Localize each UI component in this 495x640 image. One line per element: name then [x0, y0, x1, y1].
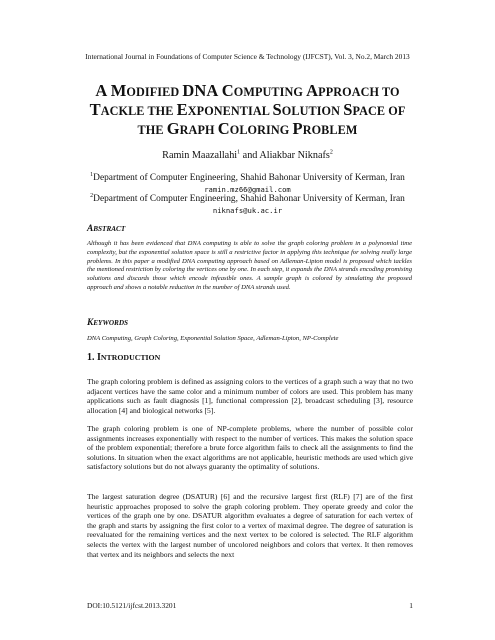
abstract-heading: ABSTRACT [87, 224, 126, 234]
affiliation-2: $^2$Department of Computer Engineering, Shahid Bahonar University of Kerman, Iran [90, 192, 405, 204]
paper-title [30, 82, 465, 139]
journal-header: International Journal in Foundations of Computer Science & Technology (IJFCST), Vol. 3, No.2, March 2013 [85, 52, 410, 61]
keywords-text: DNA Computing, Graph Coloring, Exponential Solution Space, Adleman-Lipton, NP-Complete [87, 335, 339, 342]
keywords-heading: KEYWORDS [87, 318, 129, 328]
footer-doi: DOI:10.5121/ijfcst.2013.3201 [87, 601, 177, 610]
intro-paragraph-2: The graph coloring problem is one of NP-complete problems, where the number of possible color assignments increases exponentially with respect to the number of vertices. This makes the solution space of the problem exponential; therefore a brute force algorithm fails to check all the assignments to find the solutions. In situation when the exact algorithms are not applicable, heuristic methods are used which give satisfactory solutions but do not always guaranty the optimality of solutions. [87, 424, 413, 472]
affiliation-1: $^1$Department of Computer Engineering, Shahid Bahonar University of Kerman, Iran [90, 171, 405, 183]
email-1[interactable]: ramin.mz66@gmail.com [204, 185, 291, 194]
author-2: Aliakbar Niknafs [259, 150, 330, 161]
title-line-3: THE GRAPH COLORING PROBLEM [137, 119, 358, 138]
page-number: 1 [409, 601, 413, 610]
intro-paragraph-1: The graph coloring problem is defined as assigning colors to the vertices of a graph such a way that no two adjacent vertices have the same color and a minimum number of colors are used. This problem has many applications such as fault diagnosis [1], functional compression [2], broadcast scheduling [3], resource allocation [4] and biological networks [5]. [87, 377, 413, 415]
intro-paragraph-3: The largest saturation degree (DSATUR) [6] and the recursive largest first (RLF) [7] are of the first heuristic approaches proposed to solve the graph coloring problem. They operate greedy and color the vertices of the graph one by one. DSATUR algorithm evaluates a degree of saturation for each vertex of the graph and starts by assigning the first color to a vertex of maximal degree. The degree of saturation is reevaluated for the remaining vertices and the next vertex to be colored is selected. The RLF algorithm selects the vertex with the largest number of uncolored neighbors and colors that vertex. It then removes that vertex and its neighbors and selects the next [87, 492, 413, 559]
title-line-2: TACKLE THE EXPONENTIAL SOLUTION SPACE OF [89, 100, 406, 119]
author-1: Ramin Maazallahi [162, 150, 238, 161]
author-list: Ramin Maazallahi$^1$ and Aliakbar Niknafs$^2$ [162, 149, 333, 161]
abstract-text: Although it has been evidenced that DNA computing is able to solve the graph coloring problem in a polynomial time complexity, but the exponential solution space is still a restrictive factor in applying this technique for solving really large problems. In this paper a modified DNA computing approach based on Adleman-Lipton model is proposed which tackles the mentioned restriction by coloring the vertices one by one. In each step, it expands the DNA strands encoding promising solutions and discards those which encode infeasible ones. A sample graph is colored by simulating the proposed approach and shows a notable reduction in the number of DNA strands used. [87, 240, 412, 291]
introduction-heading: 1. INTRODUCTION [87, 352, 161, 363]
email-2[interactable]: niknafs@uk.ac.ir [212, 206, 283, 215]
title-line-1: A MODIFIED DNA COMPUTING APPROACH TO [95, 81, 400, 100]
